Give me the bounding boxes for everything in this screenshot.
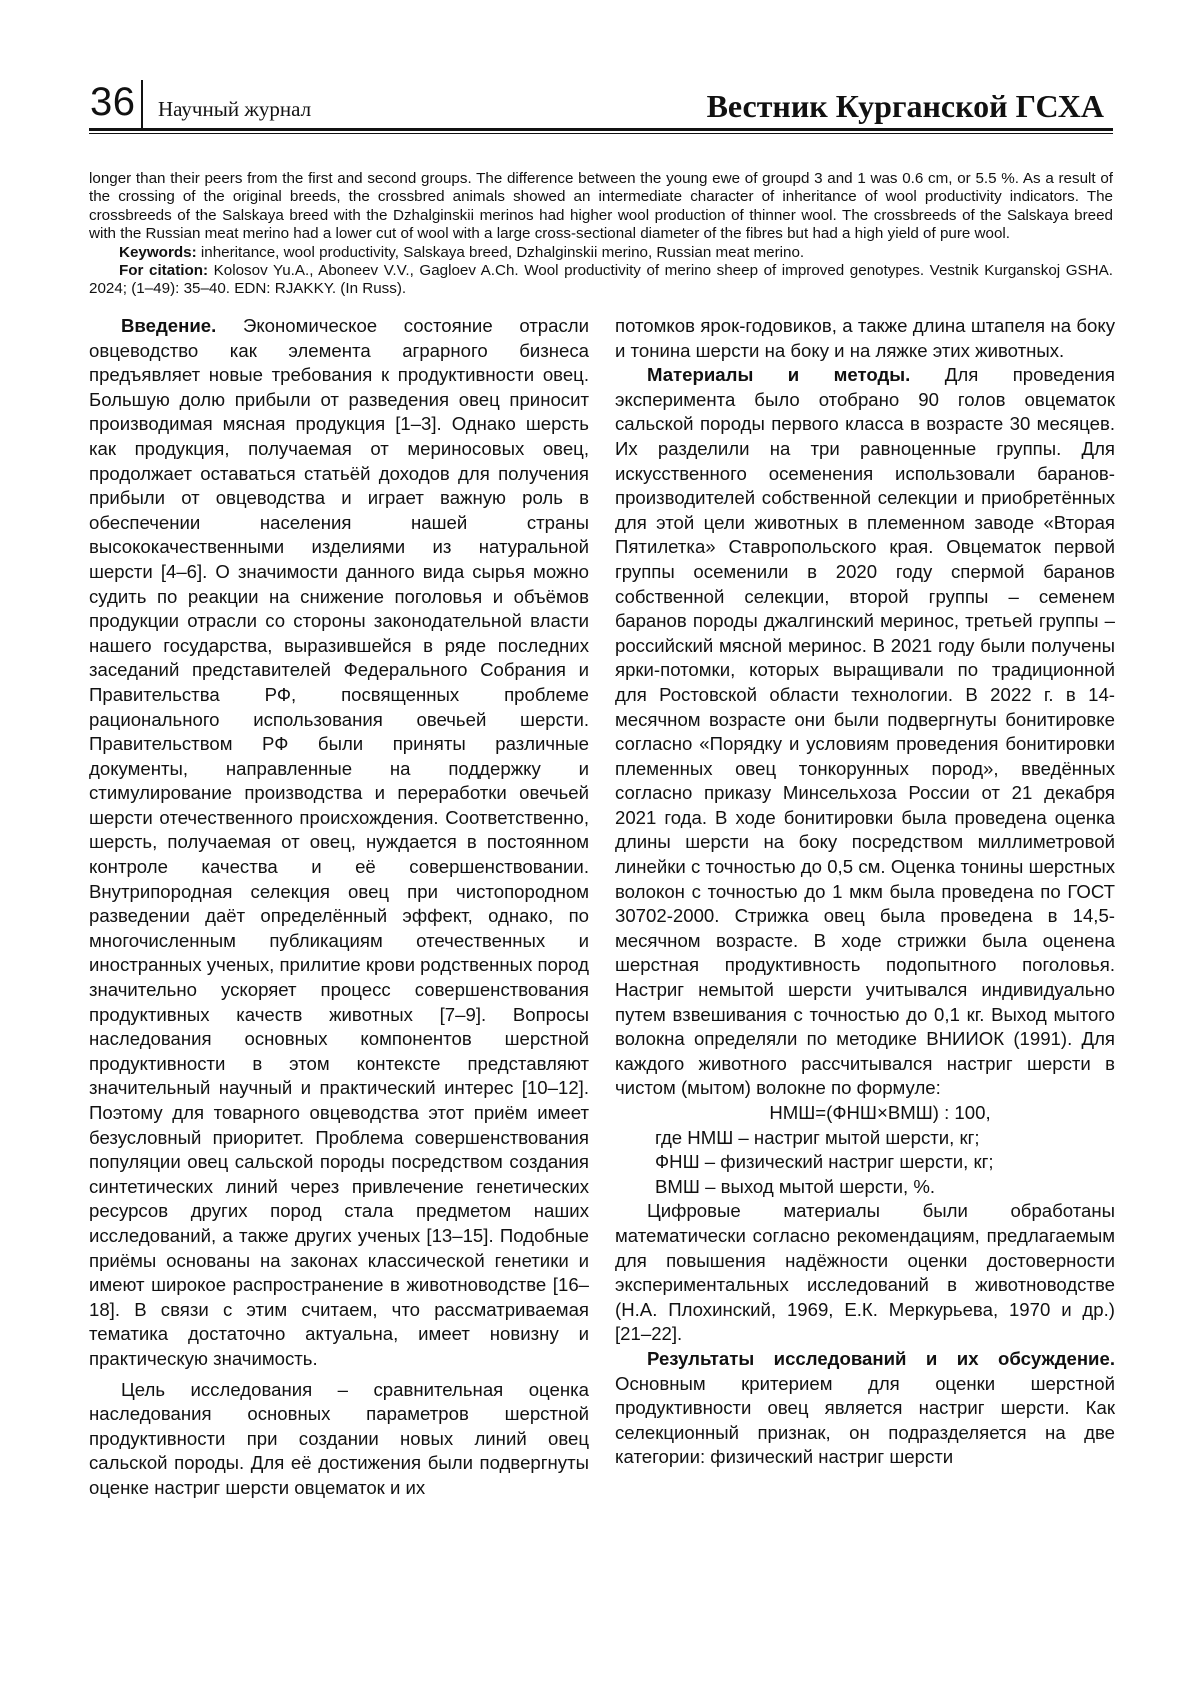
introduction-text: Экономическое состояние отрасли овцеводство как элемента аграрного бизнеса предъявляет новые требования к продуктивности овец. Большую долю прибыли от разведения овец приносит производимая мясная продукция [1–3]. Однако шерсть как продукция, получаемая от мериносовых овец, продолжает оставаться статьёй доходов для получения прибыли от овцеводства и играет важную роль в обеспечении населения нашей страны высококачественными изделиями из натуральной шерсти [4–6]. О значимости данного вида сырья можно судить по реакции на снижение поголовья и объёмов продукции отрасли со стороны законодательной власти нашего государства, выразившейся в ряде последних заседаний представителей Федерального Собрания и Правительства РФ, посвященных проблеме рационального использования овечьей шерсти. Правительством РФ были приняты различные документы, направленные на поддержку и стимулирование производства и переработки овечьей шерсти отечественного происхождения. Соответственно, шерсть, получаемая от овец, нуждается в постоянном контроле качества и её совершенствовании. Внутрипородная селекция овец при чистопородном разведении даёт определённый эффект, однако, по многочисленным публикациям отечественных и иностранных ученых, прилитие крови родственных пород значительно ускоряет процесс совершенствования продуктивных качеств животных [7–9]. Вопросы наследования основных компонентов шерстной продуктивности в этом контексте представляют значительный научный и практический интерес [10–12]. Поэтому для товарного овцеводства этот приём имеет безусловный приоритет. Проблема совершенствования популяции овец сальской породы посредством создания синтетических линий через привлечение генетических ресурсов других пород стала предметом наших исследований, а также других ученых [13–15]. Подобные приёмы основаны на законах классической генетики и имеют широкое распространение в животноводстве [16–18]. В связи с этим считаем, что рассматриваемая тематика достаточно актуальна, имеет новизну и практическую значимость. (89, 315, 589, 1369)
keywords-text: inheritance, wool productivity, Salskaya breed, Dzhalginskii merino, Russian meat merino. (196, 243, 805, 261)
abstract-text: longer than their peers from the first and second groups. The difference between the young ewe of groupd 3 and 1 was 0.6 cm, or 5.5 %. As a result of the crossing of the original breeds, the crossbred animals showed an intermediate character of inheritance of wool productivity indicators. The crossbreeds of the Salskaya breed with the Dzhalginskii merinos had higher wool production of thinner wool. The crossbreeds of the Salskaya breed with the Russian meat merino had a lower cut of wool with a large cross-sectional diameter of the fibres but had a high yield of pure wool. (89, 170, 1113, 243)
abstract-block (89, 170, 1113, 299)
results-heading: Результаты исследований и их обсуждение. (647, 1347, 1115, 1369)
citation (89, 262, 1113, 299)
header-rule-thick (89, 128, 1113, 131)
introduction-paragraph (89, 314, 589, 1372)
formula: НМШ=(ФНШ×ВМШ) : 100, (769, 1102, 991, 1123)
statistics-paragraph: Цифровые материалы были обработаны математически согласно рекомендациям, предлагаемым для повышения надёжности оценки достоверности экспериментальных исследований в животноводстве (Н.А. Плохинский, 1969, Е.К. Меркурьева, 1970 и др.) [21–22]. (615, 1200, 1115, 1345)
journal-name: Вестник Курганской ГСХА (706, 88, 1104, 124)
formula-def-fnsh: ФНШ – физический настриг шерсти, кг; (655, 1151, 994, 1173)
methods-heading: Материалы и методы. (647, 364, 911, 386)
methods-paragraph (615, 363, 1115, 1101)
continuation-paragraph: потомков ярок-годовиков, а также длина штапеля на боку и тонина шерсти на боку и на ляжке этих животных. (615, 315, 1115, 361)
right-column (615, 314, 1115, 1470)
results-text: Основным критерием для оценки шерстной продуктивности овец является настриг шерсти. Как селекционный признак, он подразделяется на две категории: физический настриг шерсти (615, 1372, 1115, 1468)
header-rule-thin (89, 133, 1113, 134)
aim-paragraph: Цель исследования – сравнительная оценка наследования основных параметров шерстной продуктивности при создании новых линий овец сальской породы. Для её достижения были подвергнуты оценке настриг шерсти овцематок и их (89, 1378, 589, 1498)
page-number: 36 (90, 80, 136, 124)
keywords-label: Keywords: (119, 243, 197, 261)
results-paragraph (615, 1347, 1115, 1470)
introduction-heading: Введение. (121, 315, 217, 336)
formula-def-vmsh: ВМШ – выход мытой шерсти, %. (655, 1175, 936, 1197)
header-divider (141, 80, 143, 130)
methods-text: Для проведения эксперимента было отобрано 90 голов овцематок сальской породы первого класса в возрасте 30 месяцев. Их разделили на три равноценные группы. Для искусственного осеменения использовали баранов-производителей собственной селекции и приобретённых для этой цели животных в племенном заводе «Вторая Пятилетка» Ставропольского края. Овцематок первой группы осеменили в 2020 году спермой баранов собственной селекции, второй группы – семенем баранов породы джалгинский меринос, третьей группы – российский мясной меринос. В 2021 году были получены ярки-потомки, которых выращивали по традиционной для Ростовской области технологии. В 2022 г. в 14-месячном возрасте они были подвергнуты бонитировке согласно «Порядку и условиям проведения бонитировки племенных овец тонкорунных пород», введённых согласно приказу Минсельхоза России от 21 декабря 2021 года. В ходе бонитировки была проведена оценка длины шерсти на боку посредством миллиметровой линейки с точностью до 0,5 см. Оценка тонины шерстных волокон с точностью до 1 мкм была проведена по ГОСТ 30702-2000. Стрижка овец была проведена в 14,5-месячном возрасте. В ходе стрижки была оценена шерстная продуктивность подопытного поголовья. Настриг немытой шерсти учитывался индивидуально путем взвешивания с точностью до 0,1 кг. Выход мытого волокна определяли по методике ВНИИОК (1991). Для каждого животного рассчитывался настриг шерсти в чистом (мытом) волокне по формуле: (615, 364, 1115, 1099)
formula-def-nmsh: где НМШ – настриг мытой шерсти, кг; (655, 1126, 980, 1148)
journal-type: Научный журнал (158, 97, 312, 121)
citation-label: For citation: (119, 262, 209, 280)
left-column (89, 314, 589, 1501)
keywords (89, 244, 1113, 262)
citation-text: Kolosov Yu.A., Aboneev V.V., Gagloev A.Ch. Wool productivity of merino sheep of improved genotypes. Vestnik Kurganskoj GSHA. 2024; (1–49): 35–40. EDN: RJAKKY. (In Russ). (89, 262, 1113, 298)
